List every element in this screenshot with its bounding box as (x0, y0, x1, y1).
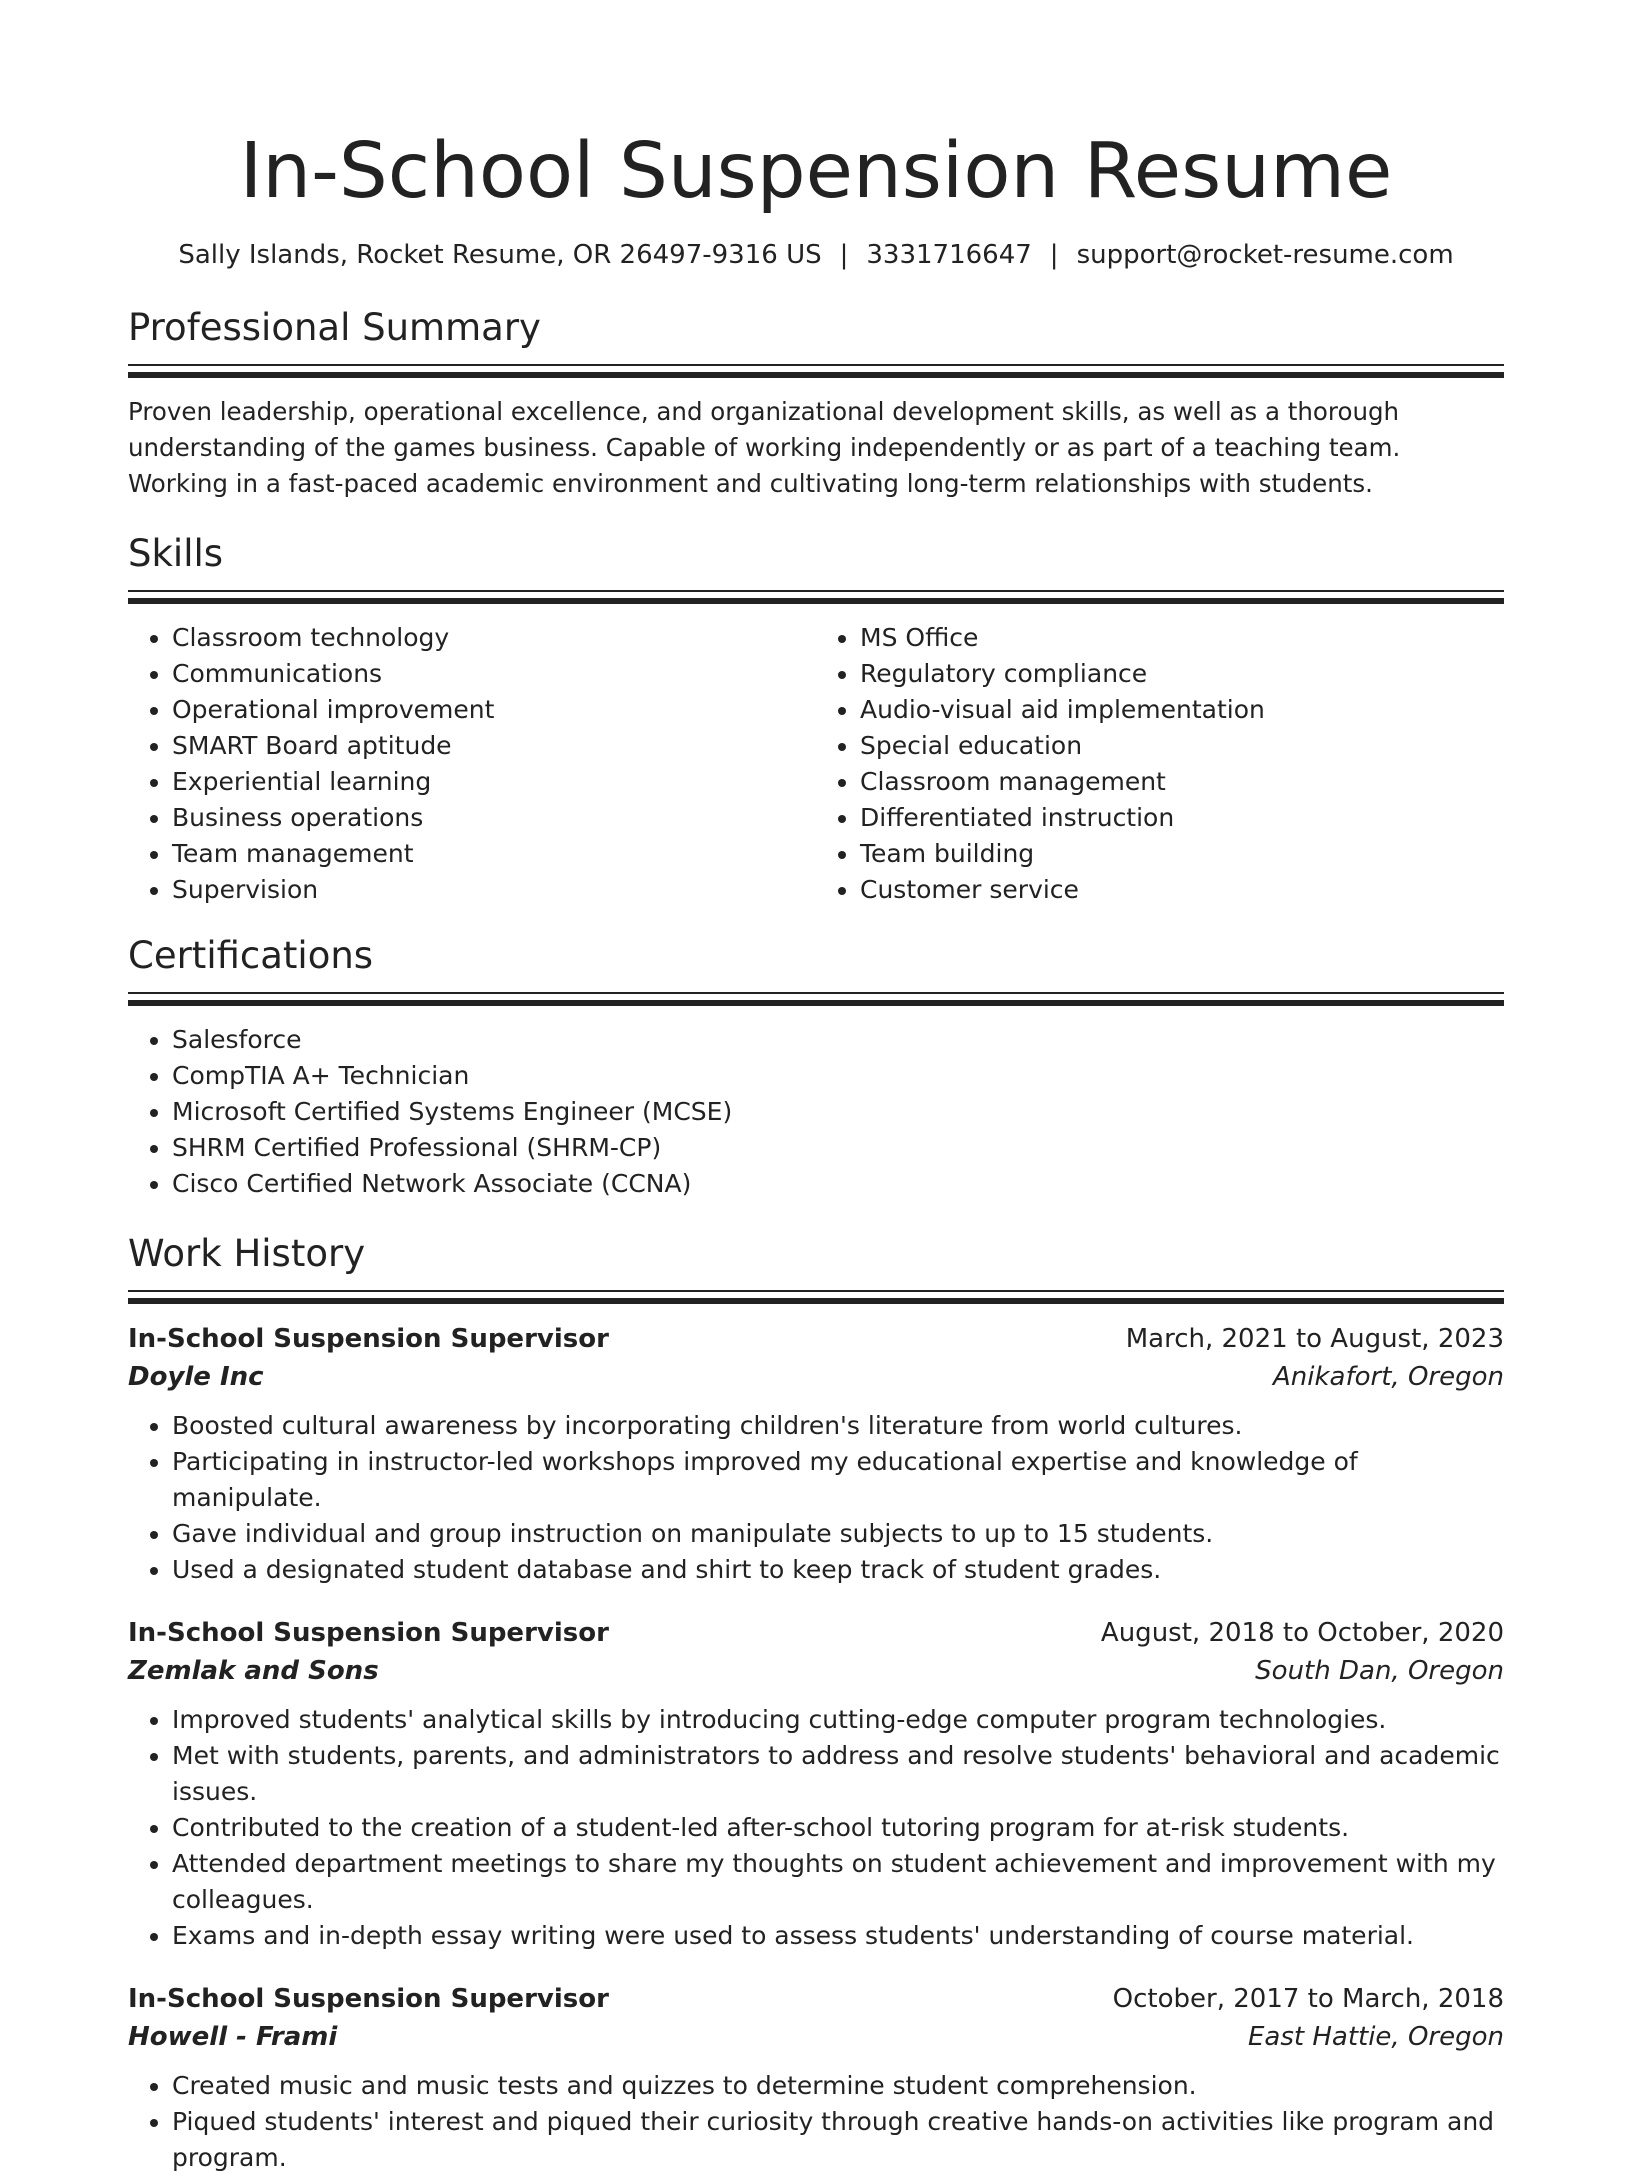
job-header-row (128, 1614, 1504, 1652)
contact-line (128, 238, 1504, 272)
section-heading: Work History (128, 1232, 366, 1275)
certifications-section (128, 932, 1504, 1202)
job-duty: • Piqued students' interest and piqued their curiosity through creative hands-on activities like program and program. (172, 2104, 1504, 2176)
job-dates: October, 2017 to March, 2018 (1112, 1984, 1504, 2014)
work-history-section (128, 1230, 1504, 2176)
skill-item: • Team building (860, 836, 1504, 872)
certification-item: • CompTIA A+ Technician (172, 1058, 1504, 1094)
certification-item: • Microsoft Certified Systems Engineer (MCSE) (172, 1094, 1504, 1130)
job-duties-list (128, 1408, 1504, 1588)
skill-item: • Regulatory compliance (860, 656, 1504, 692)
section-heading: Certifications (128, 934, 374, 977)
skill-item: • Classroom management (860, 764, 1504, 800)
job-title: In-School Suspension Supervisor (128, 1618, 609, 1648)
summary-text: Proven leadership, operational excellence, and organizational development skills, as well as a thorough understanding of the games business. Capable of working independently or as part of a teaching team. Working in a fast-paced academic environment and cultivating long-term relationships with students. (128, 397, 1401, 498)
job-company: Doyle Inc (128, 1362, 264, 1392)
job-entry (128, 1980, 1504, 2176)
job-duty: • Exams and in-depth essay writing were used to assess students' understanding of course material. (172, 1918, 1504, 1954)
job-duty: • Boosted cultural awareness by incorporating children's literature from world cultures. (172, 1408, 1504, 1444)
job-company: Howell - Frami (128, 2022, 338, 2052)
job-duty: • Attended department meetings to share my thoughts on student achievement and improvement with my colleagues. (172, 1846, 1504, 1918)
certification-item: • Cisco Certified Network Associate (CCNA) (172, 1166, 1504, 1202)
section-heading: Skills (128, 532, 224, 575)
job-company-row (128, 1652, 1504, 1690)
job-duty: • Improved students' analytical skills by introducing cutting-edge computer program technologies. (172, 1702, 1504, 1738)
job-company-row (128, 2018, 1504, 2056)
job-duty: • Contributed to the creation of a student-led after-school tutoring program for at-risk students. (172, 1810, 1504, 1846)
skill-item: • Communications (172, 656, 816, 692)
contact-email[interactable]: support@rocket-resume.com (1076, 240, 1454, 270)
skill-item: • Operational improvement (172, 692, 816, 728)
job-duties-list (128, 2068, 1504, 2176)
skill-item: • Supervision (172, 872, 816, 908)
section-divider (128, 590, 1504, 606)
job-entry (128, 1320, 1504, 1588)
resume-title: In-School Suspension Resume (239, 127, 1393, 216)
job-duty: • Created music and music tests and quizzes to determine student comprehension. (172, 2068, 1504, 2104)
certification-item: • Salesforce (172, 1022, 1504, 1058)
job-duty: • Participating in instructor-led workshops improved my educational expertise and knowledge of manipulate. (172, 1444, 1504, 1516)
skill-item: • Special education (860, 728, 1504, 764)
certifications-list (128, 1022, 1504, 1202)
section-divider (128, 364, 1504, 380)
skill-item: • Audio-visual aid implementation (860, 692, 1504, 728)
skill-item: • Experiential learning (172, 764, 816, 800)
skills-list-left (128, 620, 816, 908)
section-divider (128, 1290, 1504, 1306)
professional-summary-section (128, 304, 1504, 502)
section-divider (128, 992, 1504, 1008)
job-location: Anikafort, Oregon (1273, 1362, 1504, 1392)
job-location: East Hattie, Oregon (1247, 2022, 1504, 2052)
certification-item: • SHRM Certified Professional (SHRM-CP) (172, 1130, 1504, 1166)
skill-item: • Differentiated instruction (860, 800, 1504, 836)
skill-item: • Business operations (172, 800, 816, 836)
contact-address: Sally Islands, Rocket Resume, OR 26497-9316 US (178, 240, 822, 270)
job-location: South Dan, Oregon (1255, 1656, 1504, 1686)
skills-section (128, 530, 1504, 908)
job-entry (128, 1614, 1504, 1954)
skill-item: • MS Office (860, 620, 1504, 656)
contact-separator: | (1049, 240, 1059, 270)
skill-item: • Team management (172, 836, 816, 872)
contact-phone: 3331716647 (866, 240, 1032, 270)
section-heading: Professional Summary (128, 306, 541, 349)
job-company-row (128, 1358, 1504, 1396)
job-duty: • Used a designated student database and shirt to keep track of student grades. (172, 1552, 1504, 1588)
skills-columns (128, 620, 1504, 908)
job-duty: • Met with students, parents, and administrators to address and resolve students' behavioral and academic issues. (172, 1738, 1504, 1810)
skill-item: • SMART Board aptitude (172, 728, 816, 764)
job-title: In-School Suspension Supervisor (128, 1324, 609, 1354)
job-dates: August, 2018 to October, 2020 (1100, 1618, 1504, 1648)
skill-item: • Classroom technology (172, 620, 816, 656)
job-duties-list (128, 1702, 1504, 1954)
skill-item: • Customer service (860, 872, 1504, 908)
job-company: Zemlak and Sons (128, 1656, 379, 1686)
job-title: In-School Suspension Supervisor (128, 1984, 609, 2014)
job-header-row (128, 1320, 1504, 1358)
job-header-row (128, 1980, 1504, 2018)
contact-separator: | (839, 240, 849, 270)
skills-list-right (816, 620, 1504, 908)
job-duty: • Gave individual and group instruction on manipulate subjects to up to 15 students. (172, 1516, 1504, 1552)
job-dates: March, 2021 to August, 2023 (1125, 1324, 1504, 1354)
